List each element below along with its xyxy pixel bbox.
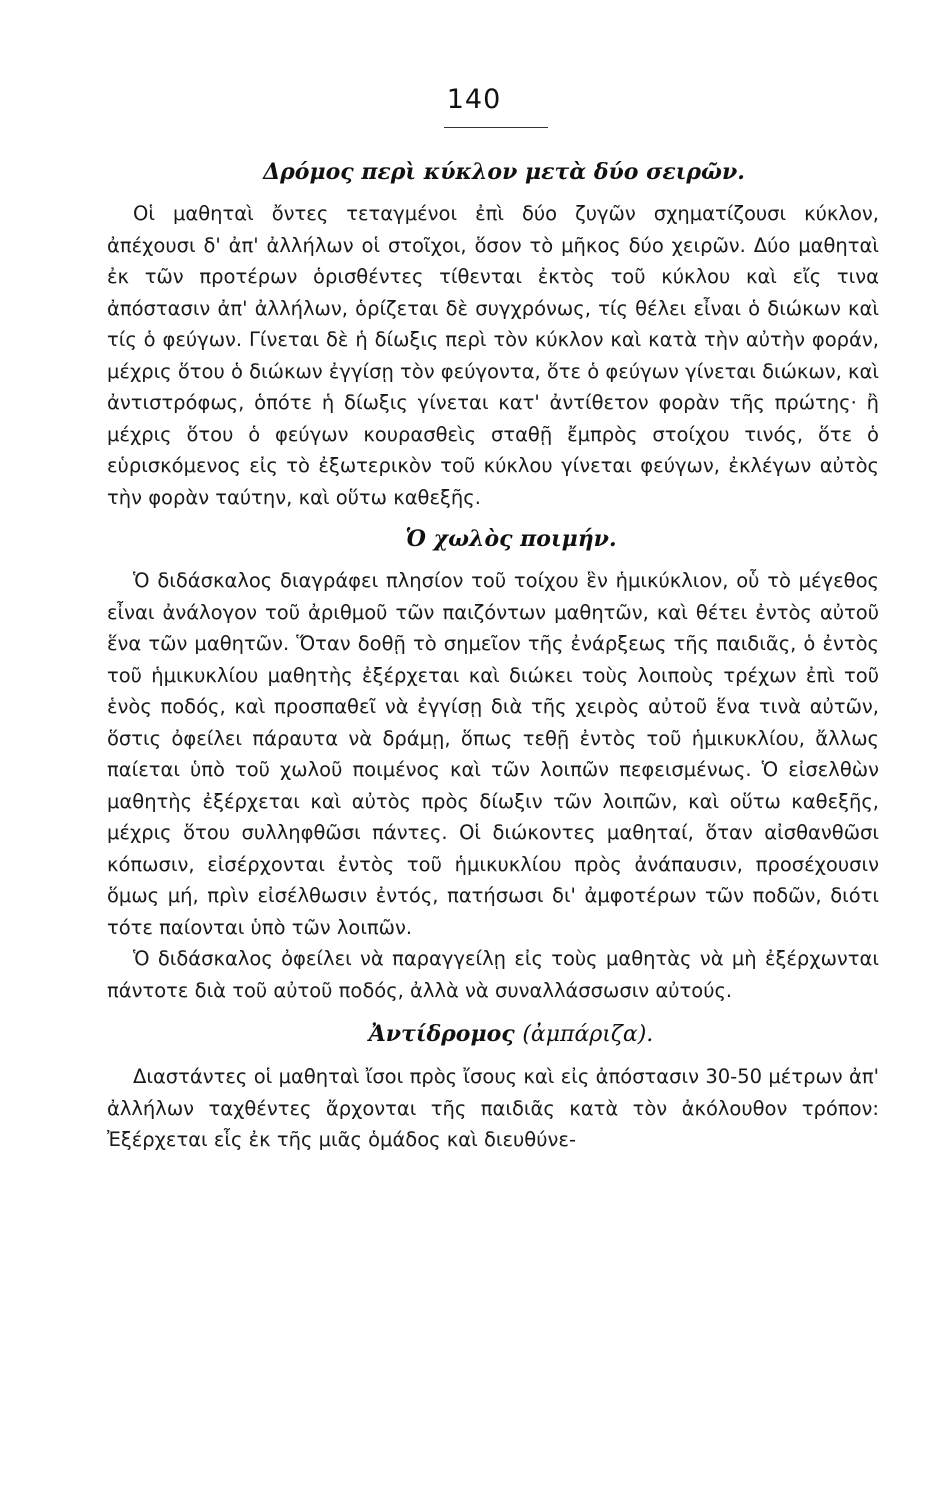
section-heading-antidromos-note: (ἀμπάριζα).	[522, 1022, 654, 1047]
section-heading-lame-shepherd: Ὁ χωλὸς ποιμήν.	[405, 526, 617, 552]
paragraph-circle-race: Οἱ μαθηταὶ ὄντες τεταγμένοι ἐπὶ δύο ζυγῶν σχηματίζουσι κύκλον, ἀπέχουσι δ' ἀπ' ἀλλήλων οἱ στοῖχοι, ὅσον τὸ μῆκος δύο χειρῶν. Δύο μαθηταὶ ἐκ τῶν προτέρων ὁρισθέντες τίθενται ἐκτὸς τοῦ κύκλου καὶ εἴς τινα ἀπόστασιν ἀπ' ἀλλήλων, ὁρίζεται δὲ συγχρόνως, τίς θέλει εἶναι ὁ διώκων καὶ τίς ὁ φεύγων. Γίνεται δὲ ἡ δίωξις περὶ τὸν κύκλον καὶ κατὰ τὴν αὐτὴν φοράν, μέχρις ὅτου ὁ διώκων ἐγγίσῃ τὸν φεύγοντα, ὅτε ὁ φεύγων γίνεται διώκων, καὶ ἀντιστρόφως, ὁπότε ἡ δίωξις γίνεται κατ' ἀντίθετον φορὰν τῆς πρώτης· ἢ μέχρις ὅτου ὁ φεύγων κουρασθεὶς σταθῇ ἔμπρὸς στοίχου τινός, ὅτε ὁ εὑρισκόμενος εἰς τὸ ἐξωτερικὸν τοῦ κύκλου γίνεται φεύγων, ἐκλέγων αὐτὸς τὴν φορὰν ταύτην, καὶ οὕτω καθεξῆς.	[107, 202, 879, 509]
paragraph-antidromos: Διαστάντες οἱ μαθηταὶ ἴσοι πρὸς ἴσους καὶ εἰς ἀπόστασιν 30-50 μέτρων ἀπ' ἀλλήλων ταχθέντες ἄρχονται τῆς παιδιᾶς κατὰ τὸν ἀκόλουθον τρόπον: Ἐξέρχεται εἷς ἐκ τῆς μιᾶς ὁμάδος καὶ διευθύνε-	[107, 1065, 879, 1151]
section-heading-antidromos-title: Ἀντίδρομος	[368, 1021, 515, 1047]
text-column	[107, 156, 879, 1156]
page-number-rule	[444, 127, 548, 128]
section-heading-antidromos	[107, 1018, 879, 1051]
page-number: 140	[446, 84, 502, 115]
section-heading-circle-race: Δρόμος περὶ κύκλον μετὰ δύο σειρῶν.	[263, 159, 745, 185]
paragraph-lame-shepherd-2: Ὁ διδάσκαλος ὀφείλει νὰ παραγγείλῃ εἰς τοὺς μαθητὰς νὰ μὴ ἐξέρχωνται πάντοτε διὰ τοῦ αὐτοῦ ποδός, ἀλλὰ νὰ συναλλάσσωσιν αὐτούς.	[107, 947, 879, 1002]
paragraph-lame-shepherd-1: Ὁ διδάσκαλος διαγράφει πλησίον τοῦ τοίχου ἓν ἡμικύκλιον, οὗ τὸ μέγεθος εἶναι ἀνάλογον τοῦ ἀριθμοῦ τῶν παιζόντων μαθητῶν, καὶ θέτει ἐντὸς αὐτοῦ ἕνα τῶν μαθητῶν. Ὅταν δοθῇ τὸ σημεῖον τῆς ἐνάρξεως τῆς παιδιᾶς, ὁ ἐντὸς τοῦ ἡμικυκλίου μαθητὴς ἐξέρχεται καὶ διώκει τοὺς λοιποὺς τρέχων ἐπὶ τοῦ ἑνὸς ποδός, καὶ προσπαθεῖ νὰ ἐγγίσῃ διὰ τῆς χειρὸς αὐτοῦ ἕνα τινὰ αὐτῶν, ὅστις ὀφείλει πάραυτα νὰ δράμῃ, ὅπως τεθῇ ἐντὸς τοῦ ἡμικυκλίου, ἄλλως παίεται ὑπὸ τοῦ χωλοῦ ποιμένος καὶ τῶν λοιπῶν πεφεισμένως. Ὁ εἰσελθὼν μαθητὴς ἐξέρχεται καὶ αὐτὸς πρὸς δίωξιν τῶν λοιπῶν, καὶ οὕτω καθεξῆς, μέχρις ὅτου συλληφθῶσι πάντες. Οἱ διώκοντες μαθηταί, ὅταν αἰσθανθῶσι κόπωσιν, εἰσέρχονται ἐντὸς τοῦ ἡμικυκλίου πρὸς ἀνάπαυσιν, προσέχουσιν ὅμως μή, πρὶν εἰσέλθωσιν ἐντός, πατήσωσι δι' ἀμφοτέρων τῶν ποδῶν, διότι τότε παίονται ὑπὸ τῶν λοιπῶν.	[107, 569, 879, 939]
